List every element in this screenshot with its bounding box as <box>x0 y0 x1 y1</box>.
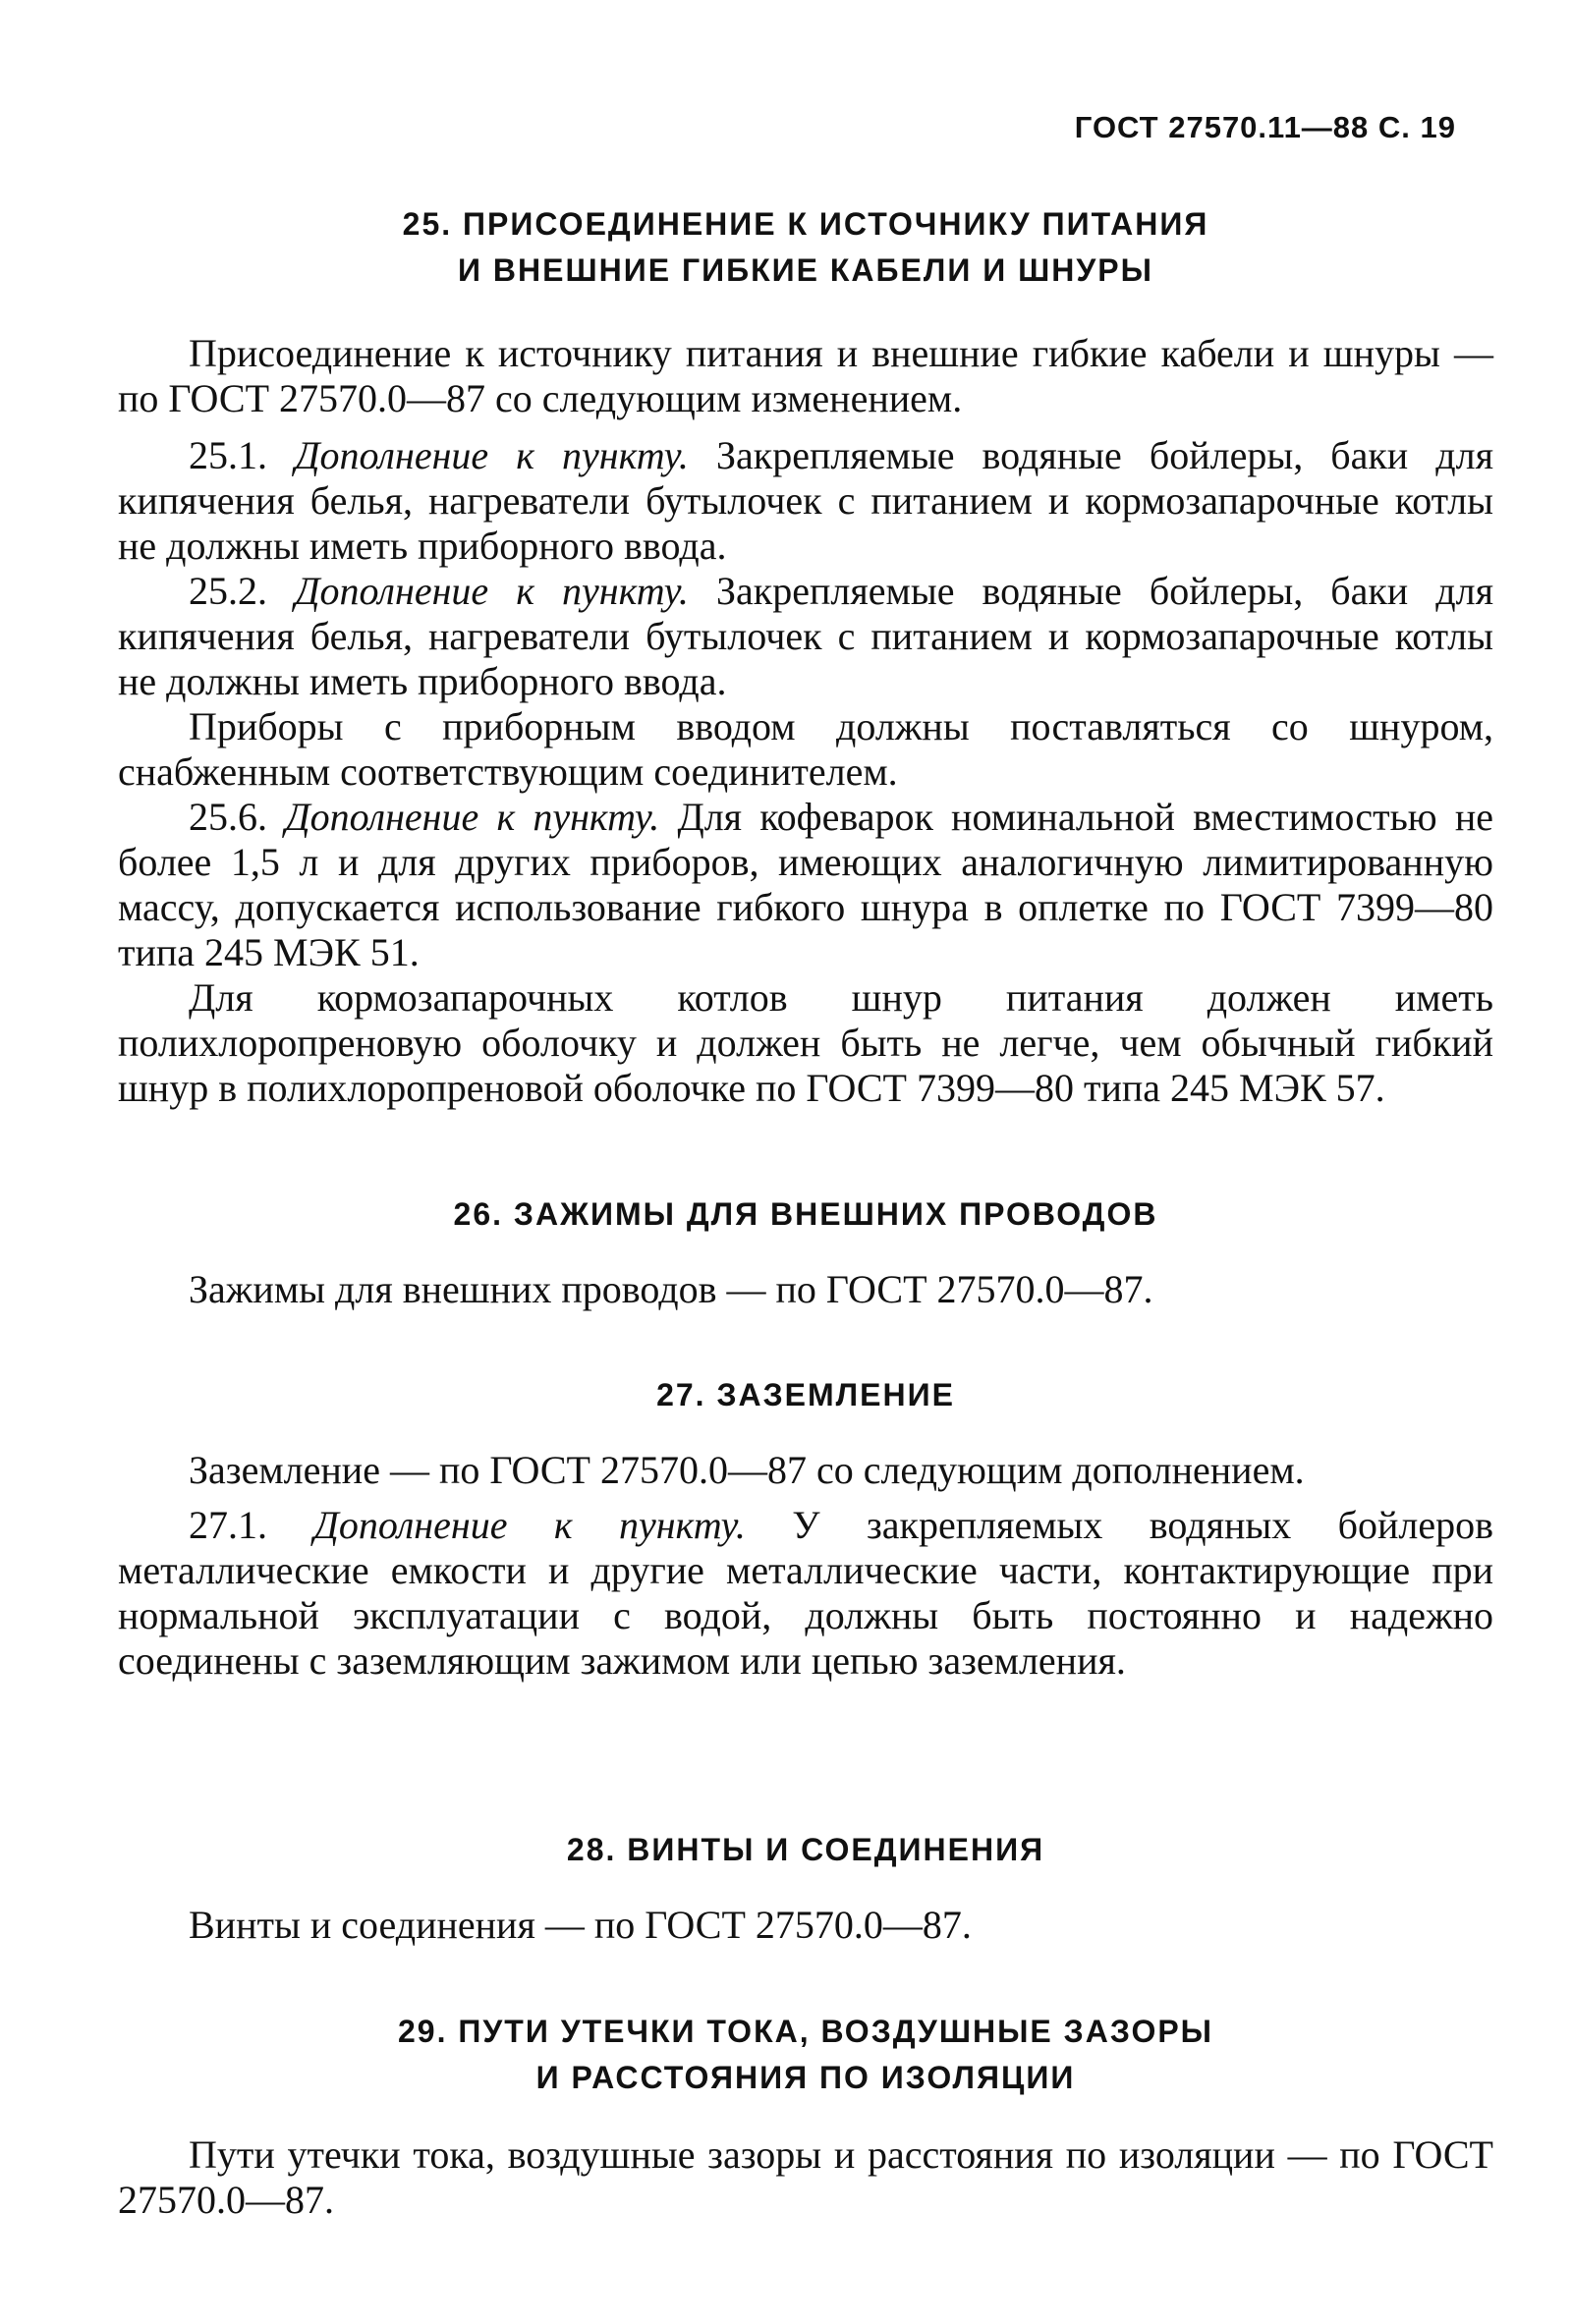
section-27-title: 27. ЗАЗЕМЛЕНИЕ <box>656 1377 955 1412</box>
page-header: ГОСТ 27570.11—88 С. 19 <box>1074 110 1456 144</box>
clause-25-2-number: 25.2. <box>189 569 267 613</box>
clause-27-1 <box>118 1503 1493 1684</box>
section-29-title <box>118 2009 1493 2101</box>
section-28 <box>118 1827 1493 1948</box>
clause-25-2-text: Закрепляемые водяные бойлеры, баки для кипячения белья, нагреватели бутылочек с питанием и кормозапарочные котлы не должны иметь приборного ввода. <box>118 569 1493 703</box>
section-27 <box>118 1372 1493 1684</box>
section-25-title-line-1: 25. ПРИСОЕДИНЕНИЕ К ИСТОЧНИКУ ПИТАНИЯ <box>402 206 1209 242</box>
clause-25-1 <box>118 433 1493 569</box>
clause-25-6-note: Для кормозапарочных котлов шнур питания должен иметь полихлоропреновую оболочку и должен быть не легче, чем обычный гибкий шнур в полихлоропреновой оболочке по ГОСТ 7399—80 типа 245 МЭК 57. <box>118 975 1493 1110</box>
section-26 <box>118 1191 1493 1312</box>
clause-25-1-number: 25.1. <box>189 433 267 477</box>
clause-25-6-text: Для кофеварок номинальной вместимостью не более 1,5 л и для других приборов, имеющих аналогичную лимитированную массу, допускается использование гибкого шнура в оплетке по ГОСТ 7399—80 типа 245 МЭК 51. <box>118 795 1494 974</box>
clause-25-6-label: Дополнение к пункту. <box>285 795 660 839</box>
section-25 <box>118 201 1493 1111</box>
section-28-text: Винты и соединения — по ГОСТ 27570.0—87. <box>189 1903 972 1947</box>
section-25-title-line-2: И ВНЕШНИЕ ГИБКИЕ КАБЕЛИ И ШНУРЫ <box>458 252 1153 288</box>
clause-25-1-text: Закрепляемые водяные бойлеры, баки для кипячения белья, нагреватели бутылочек с питанием и кормозапарочные котлы не должны иметь приборного ввода. <box>118 433 1493 568</box>
clause-25-2-note: Приборы с приборным вводом должны поставляться со шнуром, снабженным соответствующим соединителем. <box>118 704 1493 794</box>
clause-27-1-text: У закрепляемых водяных бойлеров металлические емкости и другие металлические части, контактирующие при нормальной эксплуатации с водой, должны быть постоянно и надежно соединены с заземляющим зажимом или цепью заземления. <box>118 1503 1494 1683</box>
clause-27-1-label: Дополнение к пункту. <box>313 1503 746 1547</box>
clause-25-2-label: Дополнение к пункту. <box>295 569 689 613</box>
clause-25-6-number: 25.6. <box>189 795 267 839</box>
clause-25-1-label: Дополнение к пункту. <box>295 433 689 477</box>
section-29-title-line-1: 29. ПУТИ УТЕЧКИ ТОКА, ВОЗДУШНЫЕ ЗАЗОРЫ <box>398 2014 1213 2049</box>
clause-25-2 <box>118 569 1493 704</box>
section-25-title <box>118 201 1493 294</box>
section-28-title: 28. ВИНТЫ И СОЕДИНЕНИЯ <box>566 1832 1045 1867</box>
section-29-text: Пути утечки тока, воздушные зазоры и расстояния по изоляции — по ГОСТ 27570.0—87. <box>118 2132 1493 2222</box>
section-29 <box>118 2009 1493 2223</box>
section-26-text: Зажимы для внешних проводов — по ГОСТ 27570.0—87. <box>189 1267 1153 1311</box>
section-26-title: 26. ЗАЖИМЫ ДЛЯ ВНЕШНИХ ПРОВОДОВ <box>453 1196 1158 1232</box>
clause-27-1-number: 27.1. <box>189 1503 267 1547</box>
section-27-intro: Заземление — по ГОСТ 27570.0—87 со следующим дополнением. <box>189 1448 1305 1492</box>
clause-25-6 <box>118 795 1493 975</box>
section-29-title-line-2: И РАССТОЯНИЯ ПО ИЗОЛЯЦИИ <box>535 2060 1076 2095</box>
section-25-intro: Присоединение к источнику питания и внешние гибкие кабели и шнуры — по ГОСТ 27570.0—87 со следующим изменением. <box>118 331 1493 420</box>
